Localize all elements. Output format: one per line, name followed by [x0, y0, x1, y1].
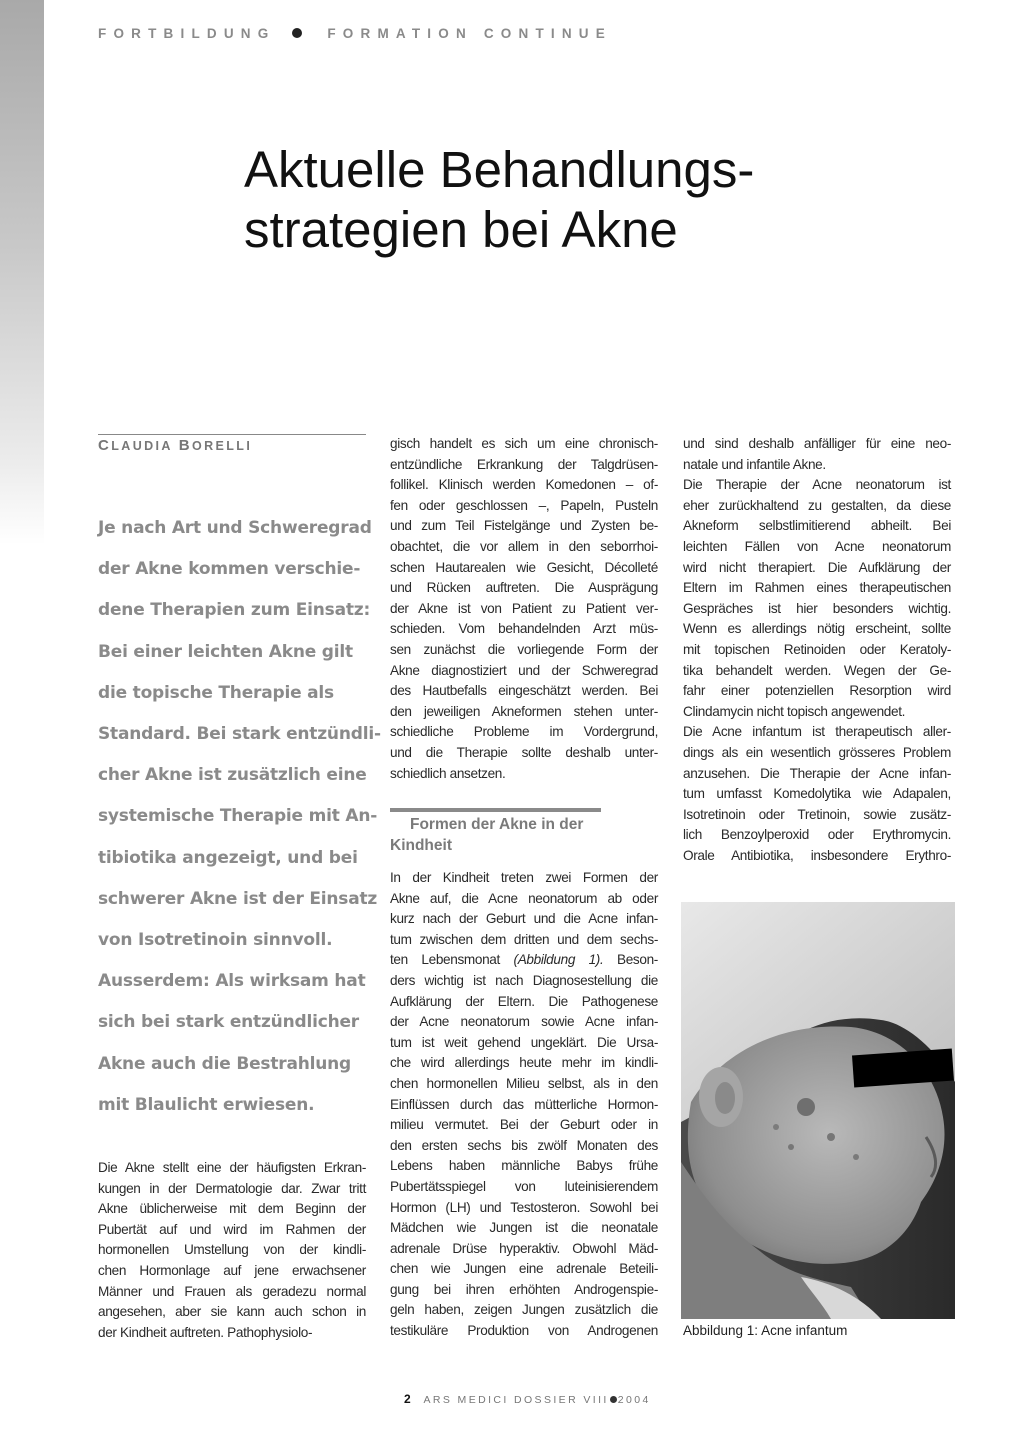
page-footer: [404, 1392, 651, 1406]
text-line: Akne auch die Bestrahlung: [98, 1053, 352, 1074]
author-last-rest: ORELLI: [191, 439, 253, 453]
text-line: Die Akne stellt eine der häufigsten Erkran-: [98, 1160, 366, 1175]
text-line: von Isotretinoin sinnvoll.: [98, 930, 333, 951]
text-line: der Acne neonatorum sowie Acne infan-: [390, 1014, 658, 1030]
lead-paragraph: [98, 508, 381, 1126]
text-line: Standard. Bei stark entzündli-: [98, 724, 381, 745]
author-rule: [98, 434, 366, 435]
text-line: adrenale Drüse hyperaktiv. Obwohl Mäd-: [390, 1240, 658, 1256]
text-line: schen Hautarealen wie Gesicht, Décolleté: [390, 559, 658, 575]
header-right: FORMATION CONTINUE: [327, 26, 612, 41]
text-fragment: Beson-: [617, 952, 658, 968]
text-line: Je nach Art und Schweregrad: [98, 518, 372, 538]
text-line: tika behandelt werden. Wegen der Ge-: [683, 662, 951, 678]
title-line-1: Aktuelle Behandlungs-: [244, 141, 755, 198]
text-line: che wird allerdings heute mehr im kindli-: [390, 1055, 658, 1071]
body-column-1: [98, 1158, 366, 1343]
text-line: natale und infantile Akne.: [683, 456, 826, 472]
text-line: den jeweiligen Akneformen stehen unter-: [390, 703, 658, 719]
text-line: Gespräches ist hier besonders wichtig.: [683, 600, 951, 616]
text-line: kungen in der Dermatologie dar. Zwar tritt: [98, 1180, 366, 1196]
text-line: Wenn es allerdings nötig erscheint, sollte: [683, 621, 951, 637]
text-line: testikuläre Produktion von Androgenen: [390, 1323, 658, 1339]
text-line: Isotretinoin oder Tretinoin, sowie zusätz-: [683, 806, 951, 822]
text-line: mit topischen Retinoiden oder Keratoly-: [683, 641, 951, 657]
text-line: Einflüssen durch das mütterliche Hormon-: [390, 1096, 658, 1112]
text-line: chen hormonellen Milieu selbst, als in den: [390, 1075, 658, 1091]
section-heading-line-2: Kindheit: [390, 836, 452, 854]
text-line: Pubertät auf und wird im Rahmen der: [98, 1221, 366, 1237]
text-line: Pubertätsspiegel von luteinisierendem: [390, 1178, 658, 1194]
text-line: der Kindheit auftreten. Pathophysiolo-: [98, 1324, 313, 1340]
text-line: milieu vermutet. Bei der Geburt oder in: [390, 1117, 658, 1133]
text-line: Ausserdem: Als wirksam hat: [98, 971, 366, 992]
text-line: dene Therapien zum Einsatz:: [98, 600, 371, 621]
text-line: fahr einer potenziellen Resorption wird: [683, 683, 951, 699]
text-line: die topische Therapie als: [98, 682, 334, 703]
title-line-2: strategien bei Akne: [244, 201, 678, 258]
text-line: Die Acne infantum ist therapeutisch aller-: [683, 724, 951, 740]
author-first-cap: C: [98, 437, 112, 454]
section-heading: [390, 815, 640, 856]
text-line: und zum Teil Fistelgänge und Zysten be-: [390, 518, 658, 534]
text-line-with-figure-ref: [390, 950, 658, 971]
text-line: lich Benzoylperoxid oder Erythromycin.: [683, 827, 951, 843]
text-line: Lebens haben männliche Babys frühe: [390, 1158, 658, 1174]
text-line: tum ist weit gehend ungeklärt. Die Ursa-: [390, 1034, 658, 1050]
text-line: Eltern im Rahmen eines therapeutischen: [683, 580, 951, 596]
text-line: ders wichtig ist nach Diagnosestellung die: [390, 972, 658, 988]
text-line: Männer und Frauen als geradezu normal: [98, 1283, 366, 1299]
text-line: Akneform selbstlimitierend abheilt. Bei: [683, 518, 951, 534]
author-name: [98, 437, 252, 454]
text-line: hormonellen Umstellung von der kindli-: [98, 1242, 366, 1258]
text-line: entzündliche Erkrankung der Talgdrüsen-: [390, 456, 658, 472]
text-line: wird nicht therapiert. Die Aufklärung der: [683, 559, 951, 575]
text-line: cher Akne ist zusätzlich eine: [98, 765, 367, 786]
figure-caption: Abbildung 1: Acne infantum: [683, 1323, 848, 1338]
text-line: Akne auf, die Acne neonatorum ab oder: [390, 890, 658, 906]
text-line: tibiotika angezeigt, und bei: [98, 847, 358, 868]
text-line: Clindamycin nicht topisch angewendet.: [683, 703, 906, 719]
text-line: Die Therapie der Acne neonatorum ist: [683, 477, 951, 493]
text-line: Akne üblicherweise mit dem Beginn der: [98, 1201, 366, 1217]
body-column-2-section: [390, 868, 658, 1342]
text-line: der Akne ist von Patient zu Patient ver-: [390, 600, 658, 616]
text-line: mit Blaulicht erwiesen.: [98, 1094, 315, 1115]
text-line: obachtet, die vor allem in den seborrhoi-: [390, 538, 658, 554]
text-line: kurz nach der Geburt und die Acne infan-: [390, 911, 658, 927]
text-line: tum umfasst Komedolytika wie Adapalen,: [683, 786, 951, 802]
running-header: [98, 26, 612, 41]
text-line: Aufklärung der Eltern. Die Pathogenese: [390, 993, 658, 1009]
text-line: eher zurückhaltend zu gestalten, da diese: [683, 497, 951, 513]
bullet-icon: [610, 1396, 617, 1403]
text-line: dings als ein wesentlich grösseres Problem: [683, 744, 951, 760]
text-line: des Hautbefalls eingeschätzt werden. Bei: [390, 683, 658, 699]
text-line: schiedlich ansetzen.: [390, 765, 506, 781]
journal-name: ARS MEDICI DOSSIER VIII: [423, 1394, 609, 1406]
text-line: und sind deshalb anfälliger für eine neo-: [683, 436, 951, 451]
text-line: sen zunächst die vorliegende Form der: [390, 641, 658, 657]
text-line: Akne diagnostiziert und der Schweregrad: [390, 662, 658, 678]
bullet-icon: [292, 28, 302, 38]
text-fragment: ten Lebensmonat: [390, 952, 500, 968]
text-line: leichten Fällen von Acne neonatorum: [683, 538, 951, 554]
text-line: schiedliche Probleme im Vordergrund,: [390, 724, 658, 740]
text-line: systemische Therapie mit An-: [98, 806, 378, 827]
text-line: Hormon (LH) und Testosteron. Sowohl bei: [390, 1199, 658, 1215]
text-line: gisch handelt es sich um eine chronisch-: [390, 436, 658, 451]
body-column-2-section-rest: [390, 971, 658, 1342]
text-line: angesehen, aber sie kann auch schon in: [98, 1304, 366, 1320]
text-line: chen Hormonlage auf jene erwachsener: [98, 1262, 366, 1278]
text-line: In der Kindheit treten zwei Formen der: [390, 870, 658, 885]
child-photo-illustration: [681, 902, 955, 1319]
body-column-3: [683, 434, 951, 866]
decorative-side-bar: [0, 0, 44, 545]
section-heading-line-1: Formen der Akne in der: [410, 816, 584, 833]
journal-year: 2004: [617, 1394, 651, 1406]
section-rule: [390, 808, 601, 812]
text-line: sich bei stark entzündlicher: [98, 1012, 359, 1033]
text-line: schwerer Akne ist der Einsatz: [98, 888, 378, 909]
text-line: der Akne kommen verschie-: [98, 559, 361, 580]
body-column-2: [390, 434, 658, 784]
text-line: schieden. Vom behandelnden Arzt müs-: [390, 621, 658, 637]
page-number: 2: [404, 1392, 411, 1406]
text-line: gung bei ihren erhöhten Androgenspie-: [390, 1281, 658, 1297]
text-line: den ersten sechs bis zwölf Monaten des: [390, 1137, 658, 1153]
figure-photo: [681, 902, 955, 1319]
text-line: tum zwischen dem dritten und dem sechs-: [390, 931, 658, 947]
text-line: Orale Antibiotika, insbesondere Erythro-: [683, 847, 951, 863]
text-line: follikel. Klinisch werden Komedonen – of-: [390, 477, 658, 493]
figure-reference: (Abbildung 1).: [513, 952, 604, 968]
author-first-rest: LAUDIA: [111, 439, 173, 453]
text-line: und die Therapie sollte deshalb unter-: [390, 744, 658, 760]
author-last-cap: B: [178, 437, 192, 454]
text-line: und Rücken auftreten. Die Ausprägung: [390, 580, 658, 596]
text-line: chen wie Jungen eine adrenale Beteili-: [390, 1261, 658, 1277]
article-title: [244, 140, 964, 260]
text-line: Bei einer leichten Akne gilt: [98, 641, 353, 662]
header-left: FORTBILDUNG: [98, 26, 276, 41]
text-line: Mädchen wie Jungen ist die neonatale: [390, 1220, 658, 1236]
text-line: fen oder geschlossen –, Papeln, Pusteln: [390, 497, 658, 513]
text-line: geln haben, zeigen Jungen zusätzlich die: [390, 1302, 658, 1318]
text-line: anzusehen. Die Therapie der Acne infan-: [683, 765, 951, 781]
